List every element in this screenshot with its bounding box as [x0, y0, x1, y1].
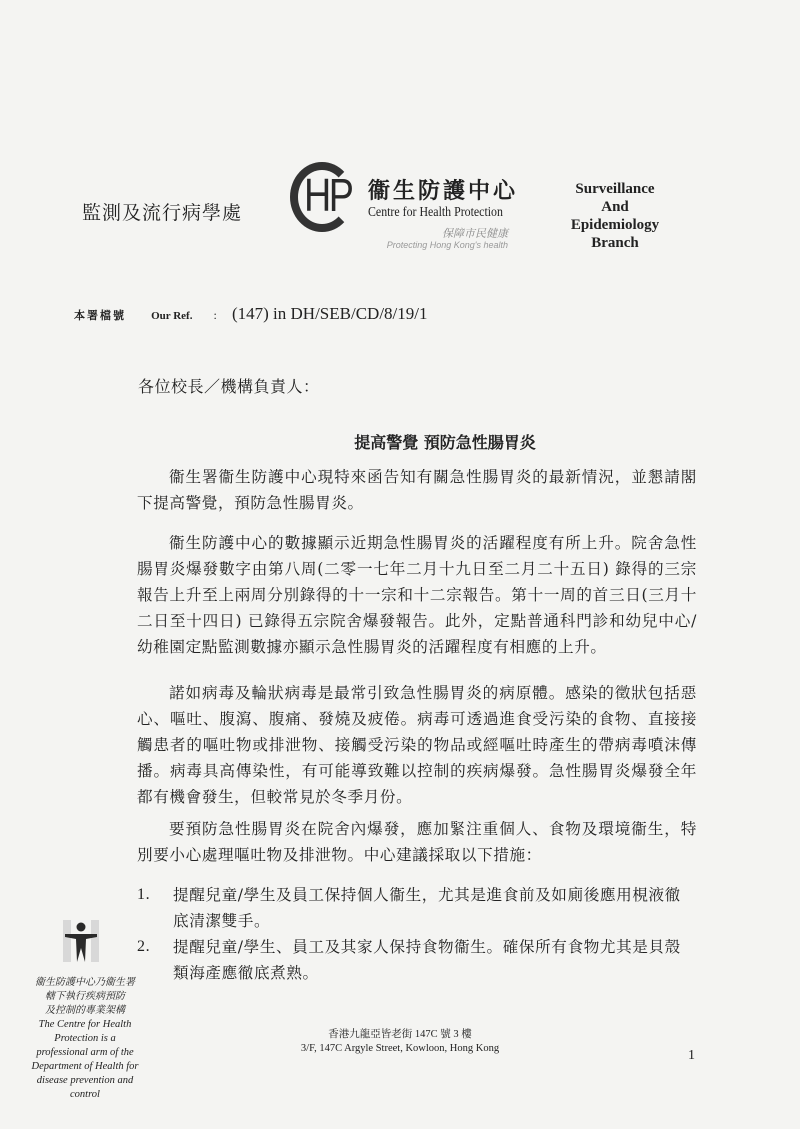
branch-line: And	[601, 199, 629, 215]
list-item-text: 提醒兒童/學生、員工及其家人保持食物衞生。確保所有食物尤其是貝殼類海產應徹底煮熟。	[173, 938, 681, 982]
paragraph-pathogens: 諾如病毒及輪狀病毒是最常引致急性腸胃炎的病原體。感染的徵狀包括惡心、嘔吐、腹瀉、腹痛、發燒及疲倦。病毒可透過進食受污染的食物、直接接觸患者的嘔吐物或排泄物、接觸受污染的物品或經嘔吐時產生的帶病毒噴沫傳播。病毒具高傳染性，有可能導致難以控制的疾病爆發。急性腸胃炎爆發全年都有機會發生，但較常見於冬季月份。	[137, 684, 697, 806]
measures-list	[137, 882, 697, 986]
chp-description-note	[20, 976, 150, 1102]
branch-name-chinese: 監測及流行病學處	[82, 202, 243, 224]
reference-number: (147) in DH/SEB/CD/8/19/1	[231, 304, 428, 323]
note-line-english: control	[70, 1089, 100, 1100]
logo-tagline-chinese: 保障市民健康	[442, 227, 508, 240]
note-line-chinese: 轄下執行疾病預防	[45, 991, 125, 1002]
note-line-english: Department of Health for	[31, 1061, 139, 1072]
note-line-english: professional arm of the	[36, 1047, 134, 1058]
salutation: 各位校長／機構負責人：	[138, 377, 320, 396]
note-line-english: Protection is a	[54, 1033, 116, 1044]
address-chinese: 香港九龍亞皆老街 147C 號 3 樓	[328, 1029, 472, 1040]
branch-line: Surveillance	[575, 181, 655, 197]
reference-line	[74, 304, 428, 324]
list-item-number: 1.	[137, 886, 151, 903]
list-item	[137, 934, 697, 986]
logo-tagline-english: Protecting Hong Kong's health	[386, 240, 508, 250]
note-line-english: disease prevention and	[36, 1075, 134, 1086]
note-line-chinese: 及控制的專業架構	[45, 1005, 125, 1016]
note-line-english: The Centre for Health	[38, 1019, 132, 1030]
chp-logo	[290, 160, 520, 256]
branch-line: Epidemiology	[570, 217, 660, 233]
paragraph-intro: 衞生署衞生防護中心現特來函告知有關急性腸胃炎的最新情況，並懇請閣下提高警覺，預防急性腸胃炎。	[137, 468, 697, 512]
note-line-chinese: 衞生防護中心乃衞生署	[35, 977, 135, 988]
address-english: 3/F, 147C Argyle Street, Kowloon, Hong Kong	[300, 1043, 500, 1054]
logo-name-chinese: 衞生防護中心	[368, 179, 519, 204]
paragraph-statistics: 衞生防護中心的數據顯示近期急性腸胃炎的活躍程度有所上升。院舍急性腸胃炎爆發數字由第八周(二零一七年二月十九日至二月二十五日) 錄得的三宗報告上升至上兩周分別錄得的十一宗和十二宗報告。第十一周的首三日(三月十二日至十四日) 已錄得五宗院舍爆發報告。此外，定點普通科門診和幼兒中心/幼稚園定點監測數據亦顯示急性腸胃炎的活躍程度有相應的上升。	[137, 534, 697, 656]
paragraph-prevention: 要預防急性腸胃炎在院舍內爆發，應加緊注重個人、食物及環境衞生，特別要小心處理嘔吐物及排泄物。中心建議採取以下措施：	[137, 820, 697, 864]
reference-label-chinese: 本署檔號	[74, 309, 126, 322]
reference-label-english: Our Ref.	[151, 310, 193, 322]
list-item-text: 提醒兒童/學生及員工保持個人衞生，尤其是進食前及如廁後應用梘液徹底清潔雙手。	[173, 886, 681, 930]
department-of-health-icon	[63, 920, 99, 962]
logo-name-english: Centre for Health Protection	[368, 204, 503, 219]
branch-name-english	[560, 180, 670, 252]
logo-hp-mark: HP	[304, 169, 352, 221]
page-number: 1	[688, 1048, 695, 1063]
list-item	[137, 882, 697, 934]
list-item-number: 2.	[137, 938, 151, 955]
reference-colon: :	[213, 308, 217, 322]
letter-title: 提高警覺 預防急性腸胃炎	[354, 433, 536, 452]
branch-line: Branch	[591, 235, 639, 251]
address-block	[280, 1028, 520, 1056]
